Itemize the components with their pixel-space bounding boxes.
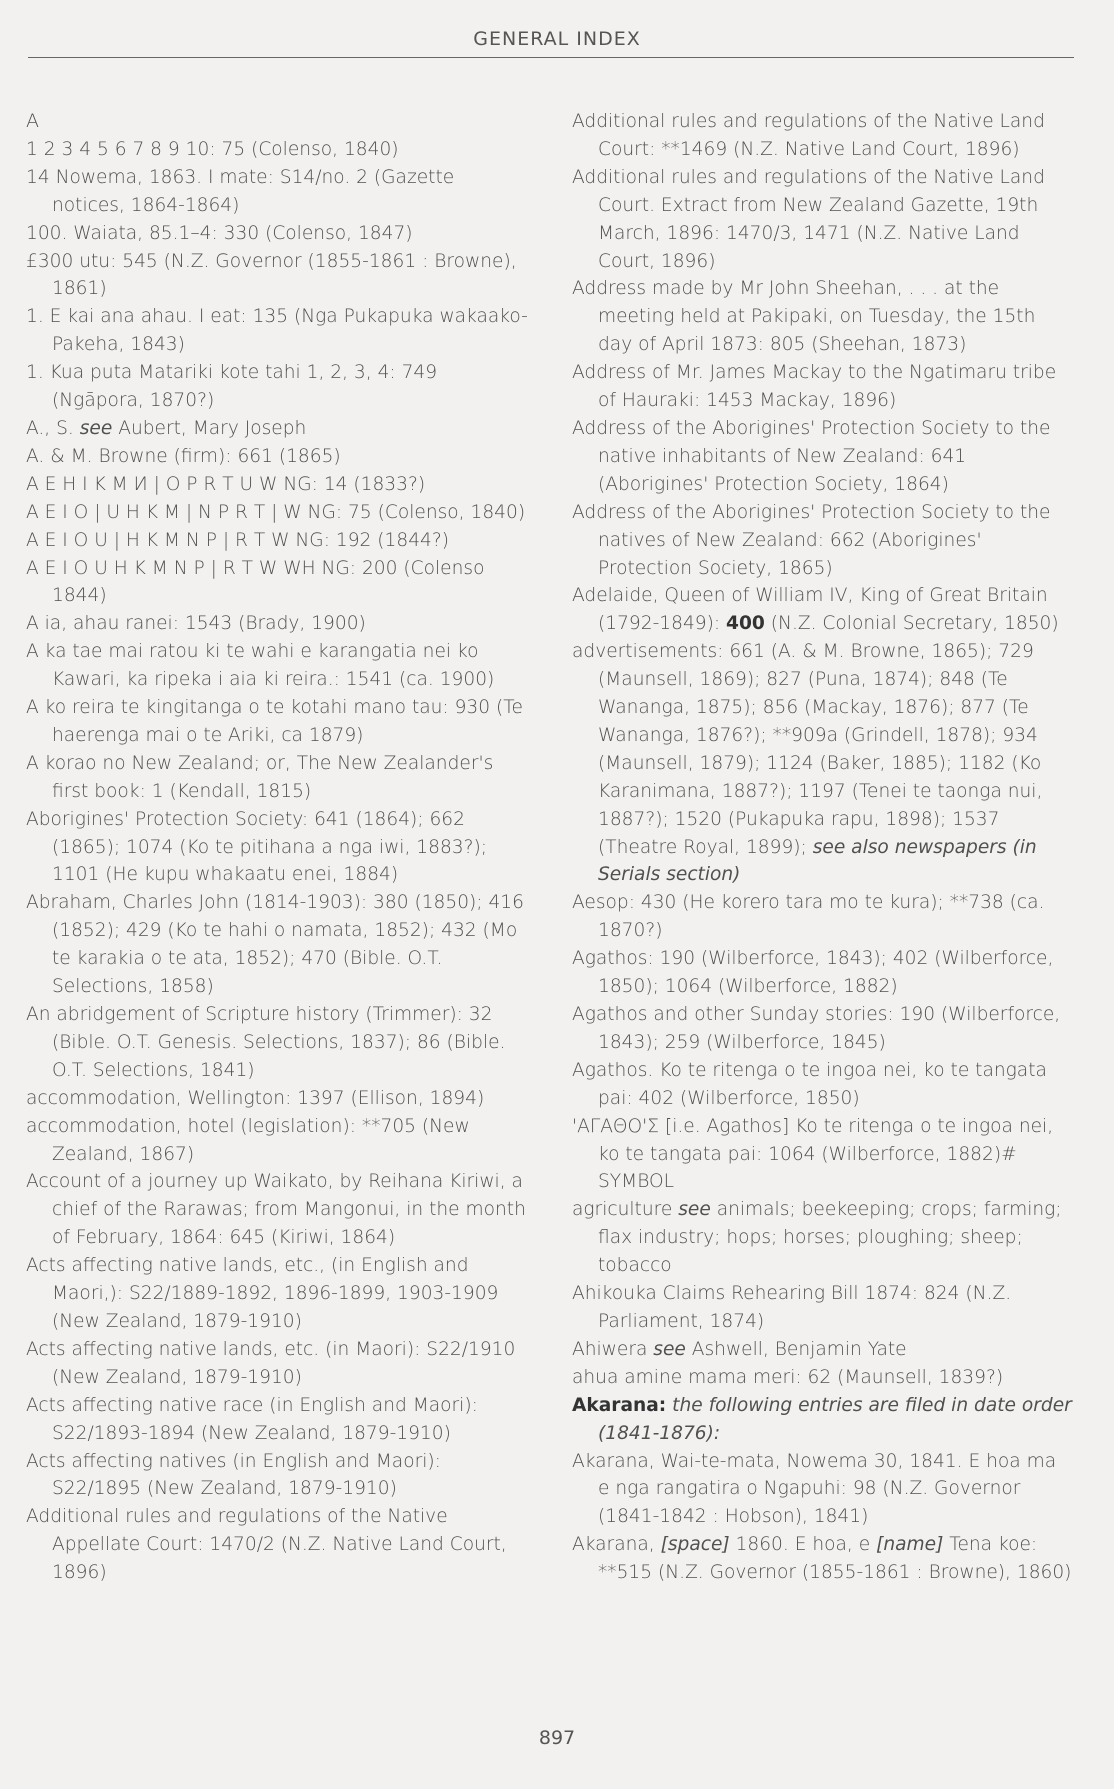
section-letter: A: [26, 110, 39, 132]
index-entry: Address of the Aborigines' Protection Society to the native inhabitants of New Zealand: 641 (Aborigines' Protection Society, 1864): [572, 417, 1051, 495]
right-entry-list: [572, 108, 1072, 1587]
index-entry: A ko reira te kingitanga o te kotahi mano tau: 930 (Te haerenga mai o te Ariki, ca 1879): [26, 697, 523, 746]
index-entry: 14 Nowema, 1863. I mate: S14/no. 2 (Gazette notices, 1864-1864): [26, 166, 455, 216]
index-entry: Address of the Aborigines' Protection Society to the natives of New Zealand: 662 (Aborigines' Protection Society, 1865): [572, 501, 1051, 579]
index-entry: Acts affecting native lands, etc. (in Maori): S22/1910 (New Zealand, 1879-1910): [26, 1338, 516, 1388]
index-entry: 'ΑΓΑΘΟ'Σ [i.e. Agathos] Ko te ritenga o te ingoa nei, ko te tangata pai: 1064 (Wilberforce, 1882)# SYMBOL: [572, 1115, 1054, 1193]
index-entry: Aborigines' Protection Society: 641 (1864); 662 (1865); 1074 (Ko te pitihana a nga iwi, 1883?); 1101 (He kupu whakaatu enei, 1884): [26, 808, 487, 886]
index-entry: A korao no New Zealand; or, The New Zealander's first book: 1 (Kendall, 1815): [26, 752, 494, 802]
index-entry: Acts affecting native lands, etc., (in English and Maori,): S22/1889-1892, 1896-1899, 1903-1909 (New Zealand, 1879-1910): [26, 1255, 499, 1332]
page-number: 897: [538, 1727, 576, 1749]
index-entry: A E I O U | H K M N P | R T W NG: 192 (1844?): [26, 529, 449, 551]
index-entry: Additional rules and regulations of the Native Appellate Court: 1470/2 (N.Z. Native Land Court, 1896): [26, 1506, 507, 1584]
index-entry: ahua amine mama meri: 62 (Maunsell, 1839?): [572, 1366, 1004, 1388]
index-entry: An abridgement of Scripture history (Trimmer): 32 (Bible. O.T. Genesis. Selections, 1837); 86 (Bible. O.T. Selections, 1841): [26, 1004, 506, 1081]
index-entry: 1. Kua puta Matariki kote tahi 1, 2, 3, 4: 749 (Ngāpora, 1870?): [26, 362, 438, 412]
index-entry: A ia, ahau ranei: 1543 (Brady, 1900): [26, 613, 366, 635]
index-entry: 100. Waiata, 85.1–4: 330 (Colenso, 1847): [26, 222, 413, 244]
index-entry: A. & M. Browne (firm): 661 (1865): [26, 445, 341, 467]
index-entry: Agathos. Ko te ritenga o te ingoa nei, ko te tangata pai: 402 (Wilberforce, 1850): [572, 1059, 1047, 1109]
index-entry: Akarana: the following entries are filed in date order (1841-1876):: [572, 1394, 1072, 1444]
index-entry: £300 utu: 545 (N.Z. Governor (1855-1861 : Browne), 1861): [26, 250, 517, 300]
index-entry: accommodation, hotel (legislation): **705 (New Zealand, 1867): [26, 1115, 470, 1165]
index-entry: advertisements: 661 (A. & M. Browne, 1865); 729 (Maunsell, 1869); 827 (Puna, 1874); 848 (Te Wananga, 1875); 856 (Mackay, 1876); 877 (Te Wananga, 1876?); **909a (Grindell, 1878); 934 (Maunsell, 1879); 1124 (Baker, 1885); 1182 (Ko Karanimana, 1887?); 1197 (Tenei te taonga nui, 1887?); 1520 (Pukapuka rapu, 1898); 1537 (Theatre Royal, 1899); see also newspapers (in Serials section): [572, 641, 1043, 886]
running-head: GENERAL INDEX: [473, 28, 641, 50]
index-entry: Ahikouka Claims Rehearing Bill 1874: 824 (N.Z. Parliament, 1874): [572, 1283, 1012, 1332]
index-entry: Account of a journey up Waikato, by Reihana Kiriwi, a chief of the Rarawas; from Mangonui, in the month of February, 1864: 645 (Kiriwi, 1864): [26, 1171, 526, 1249]
index-entry: 1. E kai ana ahau. I eat: 135 (Nga Pukapuka wakaako-Pakeha, 1843): [26, 306, 528, 356]
index-entry: Address made by Mr John Sheehan, . . . at the meeting held at Pakipaki, on Tuesday, the 15th day of April 1873: 805 (Sheehan, 1873): [572, 278, 1036, 356]
index-entry: Additional rules and regulations of the Native Land Court. Extract from New Zealand Gazette, 19th March, 1896: 1470/3, 1471 (N.Z. Native Land Court, 1896): [572, 166, 1045, 272]
index-entry: Abraham, Charles John (1814-1903): 380 (1850); 416 (1852); 429 (Ko te hahi o namata, 1852); 432 (Mo te karakia o te ata, 1852); 470 (Bible. O.T. Selections, 1858): [26, 892, 524, 998]
index-entry: Aesop: 430 (He korero tara mo te kura); **738 (ca. 1870?): [572, 892, 1045, 942]
index-entry: Adelaide, Queen of William IV, King of Great Britain (1792-1849): 400 (N.Z. Colonial Secretary, 1850): [572, 585, 1059, 635]
right-column: [572, 108, 1072, 1587]
index-entry: Agathos: 190 (Wilberforce, 1843); 402 (Wilberforce, 1850); 1064 (Wilberforce, 1882): [572, 948, 1054, 998]
index-entry: Acts affecting natives (in English and Maori): S22/1895 (New Zealand, 1879-1910): [26, 1450, 441, 1500]
index-entry: A E H I K M И | O P R T U W NG: 14 (1833?): [26, 473, 426, 495]
index-entry: A E I O U H K M N P | R T W WH NG: 200 (Colenso 1844): [26, 557, 485, 607]
index-entry: 1 2 3 4 5 6 7 8 9 10: 75 (Colenso, 1840): [26, 138, 399, 160]
index-entry: Additional rules and regulations of the Native Land Court: **1469 (N.Z. Native Land Court, 1896): [572, 111, 1045, 160]
index-entry: A., S. see Aubert, Mary Joseph: [26, 417, 307, 439]
index-entry: A ka tae mai ratou ki te wahi e karangatia nei ko Kawari, ka ripeka i aia ki reira.: 1541 (ca. 1900): [26, 641, 495, 691]
index-entry: agriculture see animals; beekeeping; crops; farming; flax industry; hops; horses; ploughing; sheep; tobacco: [572, 1199, 1062, 1277]
index-entry: accommodation, Wellington: 1397 (Ellison, 1894): [26, 1087, 485, 1109]
index-entry: Acts affecting native race (in English and Maori): S22/1893-1894 (New Zealand, 1879-1910): [26, 1394, 478, 1444]
index-entry: Ahiwera see Ashwell, Benjamin Yate: [572, 1338, 907, 1360]
left-entry-list: [26, 136, 532, 1587]
left-column: [26, 108, 532, 1587]
index-entry: Akarana, Wai-te-mata, Nowema 30, 1841. E hoa ma e nga rangatira o Ngapuhi: 98 (N.Z. Governor (1841-1842 : Hobson), 1841): [572, 1450, 1057, 1528]
index-entry: Agathos and other Sunday stories: 190 (Wilberforce, 1843); 259 (Wilberforce, 1845): [572, 1004, 1061, 1053]
header-rule: [28, 57, 1074, 58]
index-entry: Address of Mr. James Mackay to the Ngatimaru tribe of Hauraki: 1453 Mackay, 1896): [572, 362, 1057, 412]
index-entry: A E I O | U H K M | N P R T | W NG: 75 (Colenso, 1840): [26, 501, 526, 523]
index-entry: Akarana, [space] 1860. E hoa, e [name] Tena koe: **515 (N.Z. Governor (1855-1861 : Browne), 1860): [572, 1534, 1072, 1584]
